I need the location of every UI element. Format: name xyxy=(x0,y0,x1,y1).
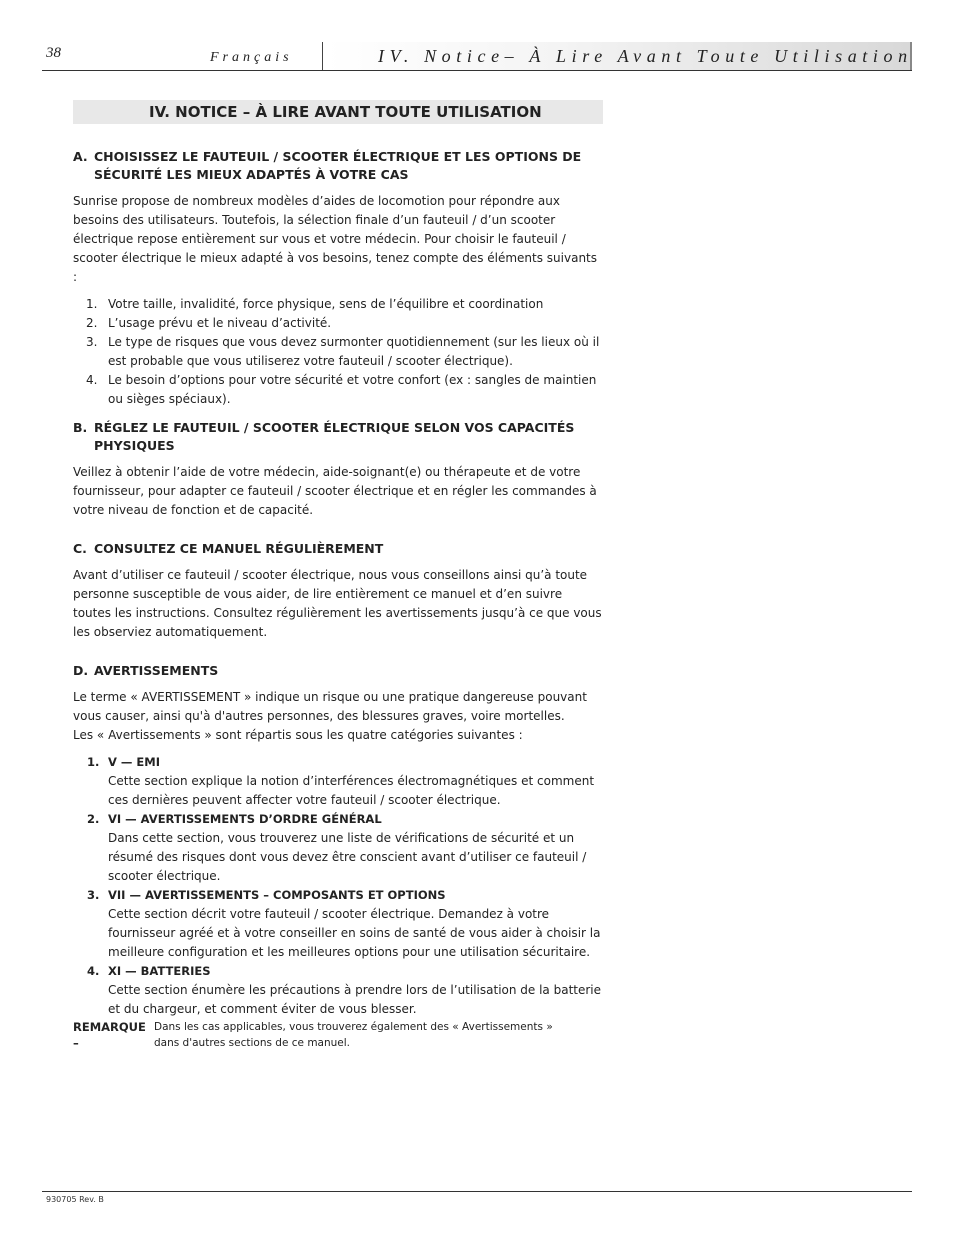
header-language: Français xyxy=(210,50,293,65)
warnings-list xyxy=(73,753,603,1019)
section-b-letter: B. xyxy=(73,420,88,435)
warning-category xyxy=(73,753,603,810)
warning-category xyxy=(73,886,603,962)
section-a-intro: Sunrise propose de nombreux modèles d’aides de locomotion pour répondre aux besoins des utilisateurs. Toutefois, la sélection finale d’un fauteuil / d’un scooter électrique repose entièrement sur vous et votre médecin. Pour choisir le fauteuil / scooter électrique le mieux adapté à vos besoins, tenez compte des éléments suivants : xyxy=(73,194,598,284)
section-c-title: CONSULTEZ CE MANUEL RÉGULIÈREMENT xyxy=(94,541,384,556)
list-item xyxy=(73,314,603,333)
section-a-heading xyxy=(73,148,603,184)
list-item-text: Le besoin d’options pour votre sécurité et votre confort (ex : sangles de maintien ou sièges spéciaux). xyxy=(108,373,597,406)
section-d-intro-1: Le terme « AVERTISSEMENT » indique un risque ou une pratique dangereuse pouvant vous causer, ainsi qu'à d'autres personnes, des blessures graves, voire mortelles. xyxy=(73,690,587,723)
warning-text: Dans cette section, vous trouverez une liste de vérifications de sécurité et un résumé des risques dont vous devez être conscient avant d’utiliser ce fauteuil / scooter électrique. xyxy=(108,831,587,883)
header-title: IV. Notice– À Lire Avant Toute Utilisation xyxy=(378,46,913,66)
warning-number: 2. xyxy=(87,812,100,826)
section-b-heading xyxy=(73,419,603,455)
section-a-list xyxy=(73,295,603,409)
warning-title: XI — BATTERIES xyxy=(108,964,211,978)
section-c-heading xyxy=(73,540,603,558)
section-d-heading xyxy=(73,662,603,680)
list-item xyxy=(73,333,603,371)
remark-text: Dans les cas applicables, vous trouverez également des « Avertissements » dans d'autres sections de ce manuel. xyxy=(154,1021,553,1049)
warning-title: VII — AVERTISSEMENTS – COMPOSANTS ET OPTIONS xyxy=(108,888,446,902)
section-b-title: RÉGLEZ LE FAUTEUIL / SCOOTER ÉLECTRIQUE SELON VOS CAPACITÉS PHYSIQUES xyxy=(94,420,575,453)
warning-number: 4. xyxy=(87,964,100,978)
section-d-intro-2: Les « Avertissements » sont répartis sous les quatre catégories suivantes : xyxy=(73,728,523,742)
warning-number: 3. xyxy=(87,888,100,902)
document-code: 930705 Rev. B xyxy=(46,1195,104,1204)
section-c-body: Avant d’utiliser ce fauteuil / scooter électrique, nous vous conseillons ainsi qu’à toute personne susceptible de vous aider, de lire entièrement ce manuel et d’en suivre toutes les instructions. Consultez régulièrement les avertissements jusqu’à ce que vous les observiez automatiquement. xyxy=(73,568,602,639)
footer-rule xyxy=(42,1191,912,1192)
section-a-title: CHOISISSEZ LE FAUTEUIL / SCOOTER ÉLECTRIQUE ET LES OPTIONS DE SÉCURITÉ LES MIEUX ADAPTÉS À VOTRE CAS xyxy=(94,149,582,182)
warning-text: Cette section énumère les précautions à prendre lors de l’utilisation de la batterie et du chargeur, et comment éviter de vous blesser. xyxy=(108,983,602,1016)
warning-category xyxy=(73,810,603,886)
remark-note xyxy=(73,1019,603,1051)
section-d-letter: D. xyxy=(73,663,89,678)
list-item xyxy=(73,295,603,314)
header-divider xyxy=(322,42,323,70)
main-heading: IV. NOTICE – À LIRE AVANT TOUTE UTILISATION xyxy=(73,100,603,124)
list-item-number: 3. xyxy=(86,335,98,349)
section-d-title: AVERTISSEMENTS xyxy=(94,663,219,678)
list-item-number: 1. xyxy=(86,297,98,311)
list-item-number: 2. xyxy=(86,316,98,330)
list-item-text: Le type de risques que vous devez surmonter quotidiennement (sur les lieux où il est probable que vous utiliserez votre fauteuil / scooter électrique). xyxy=(108,335,600,368)
warning-number: 1. xyxy=(87,755,100,769)
list-item-number: 4. xyxy=(86,373,98,387)
list-item xyxy=(73,371,603,409)
warning-text: Cette section explique la notion d’interférences électromagnétiques et comment ces dernières peuvent affecter votre fauteuil / scooter électrique. xyxy=(108,774,595,807)
warning-title: V — EMI xyxy=(108,755,160,769)
section-c-letter: C. xyxy=(73,541,87,556)
section-a-letter: A. xyxy=(73,149,88,164)
section-b-body: Veillez à obtenir l’aide de votre médecin, aide-soignant(e) ou thérapeute et de votre fournisseur, pour adapter ce fauteuil / scooter électrique et en régler les commandes à votre niveau de fonction et de capacité. xyxy=(73,465,597,517)
warning-text: Cette section décrit votre fauteuil / scooter électrique. Demandez à votre fournisseur agréé et à votre conseiller en soins de santé de vous aider à choisir la meilleure configuration et les meilleures options pour une utilisation sécuritaire. xyxy=(108,907,601,959)
header-rule xyxy=(42,70,912,71)
list-item-text: Votre taille, invalidité, force physique, sens de l’équilibre et coordination xyxy=(108,297,544,311)
warning-category xyxy=(73,962,603,1019)
warning-title: VI — AVERTISSEMENTS D’ORDRE GÉNÉRAL xyxy=(108,812,382,826)
page-number: 38 xyxy=(46,45,61,61)
remark-label: REMARQUE – xyxy=(73,1020,146,1050)
page-content xyxy=(73,98,603,1051)
list-item-text: L’usage prévu et le niveau d’activité. xyxy=(108,316,332,330)
